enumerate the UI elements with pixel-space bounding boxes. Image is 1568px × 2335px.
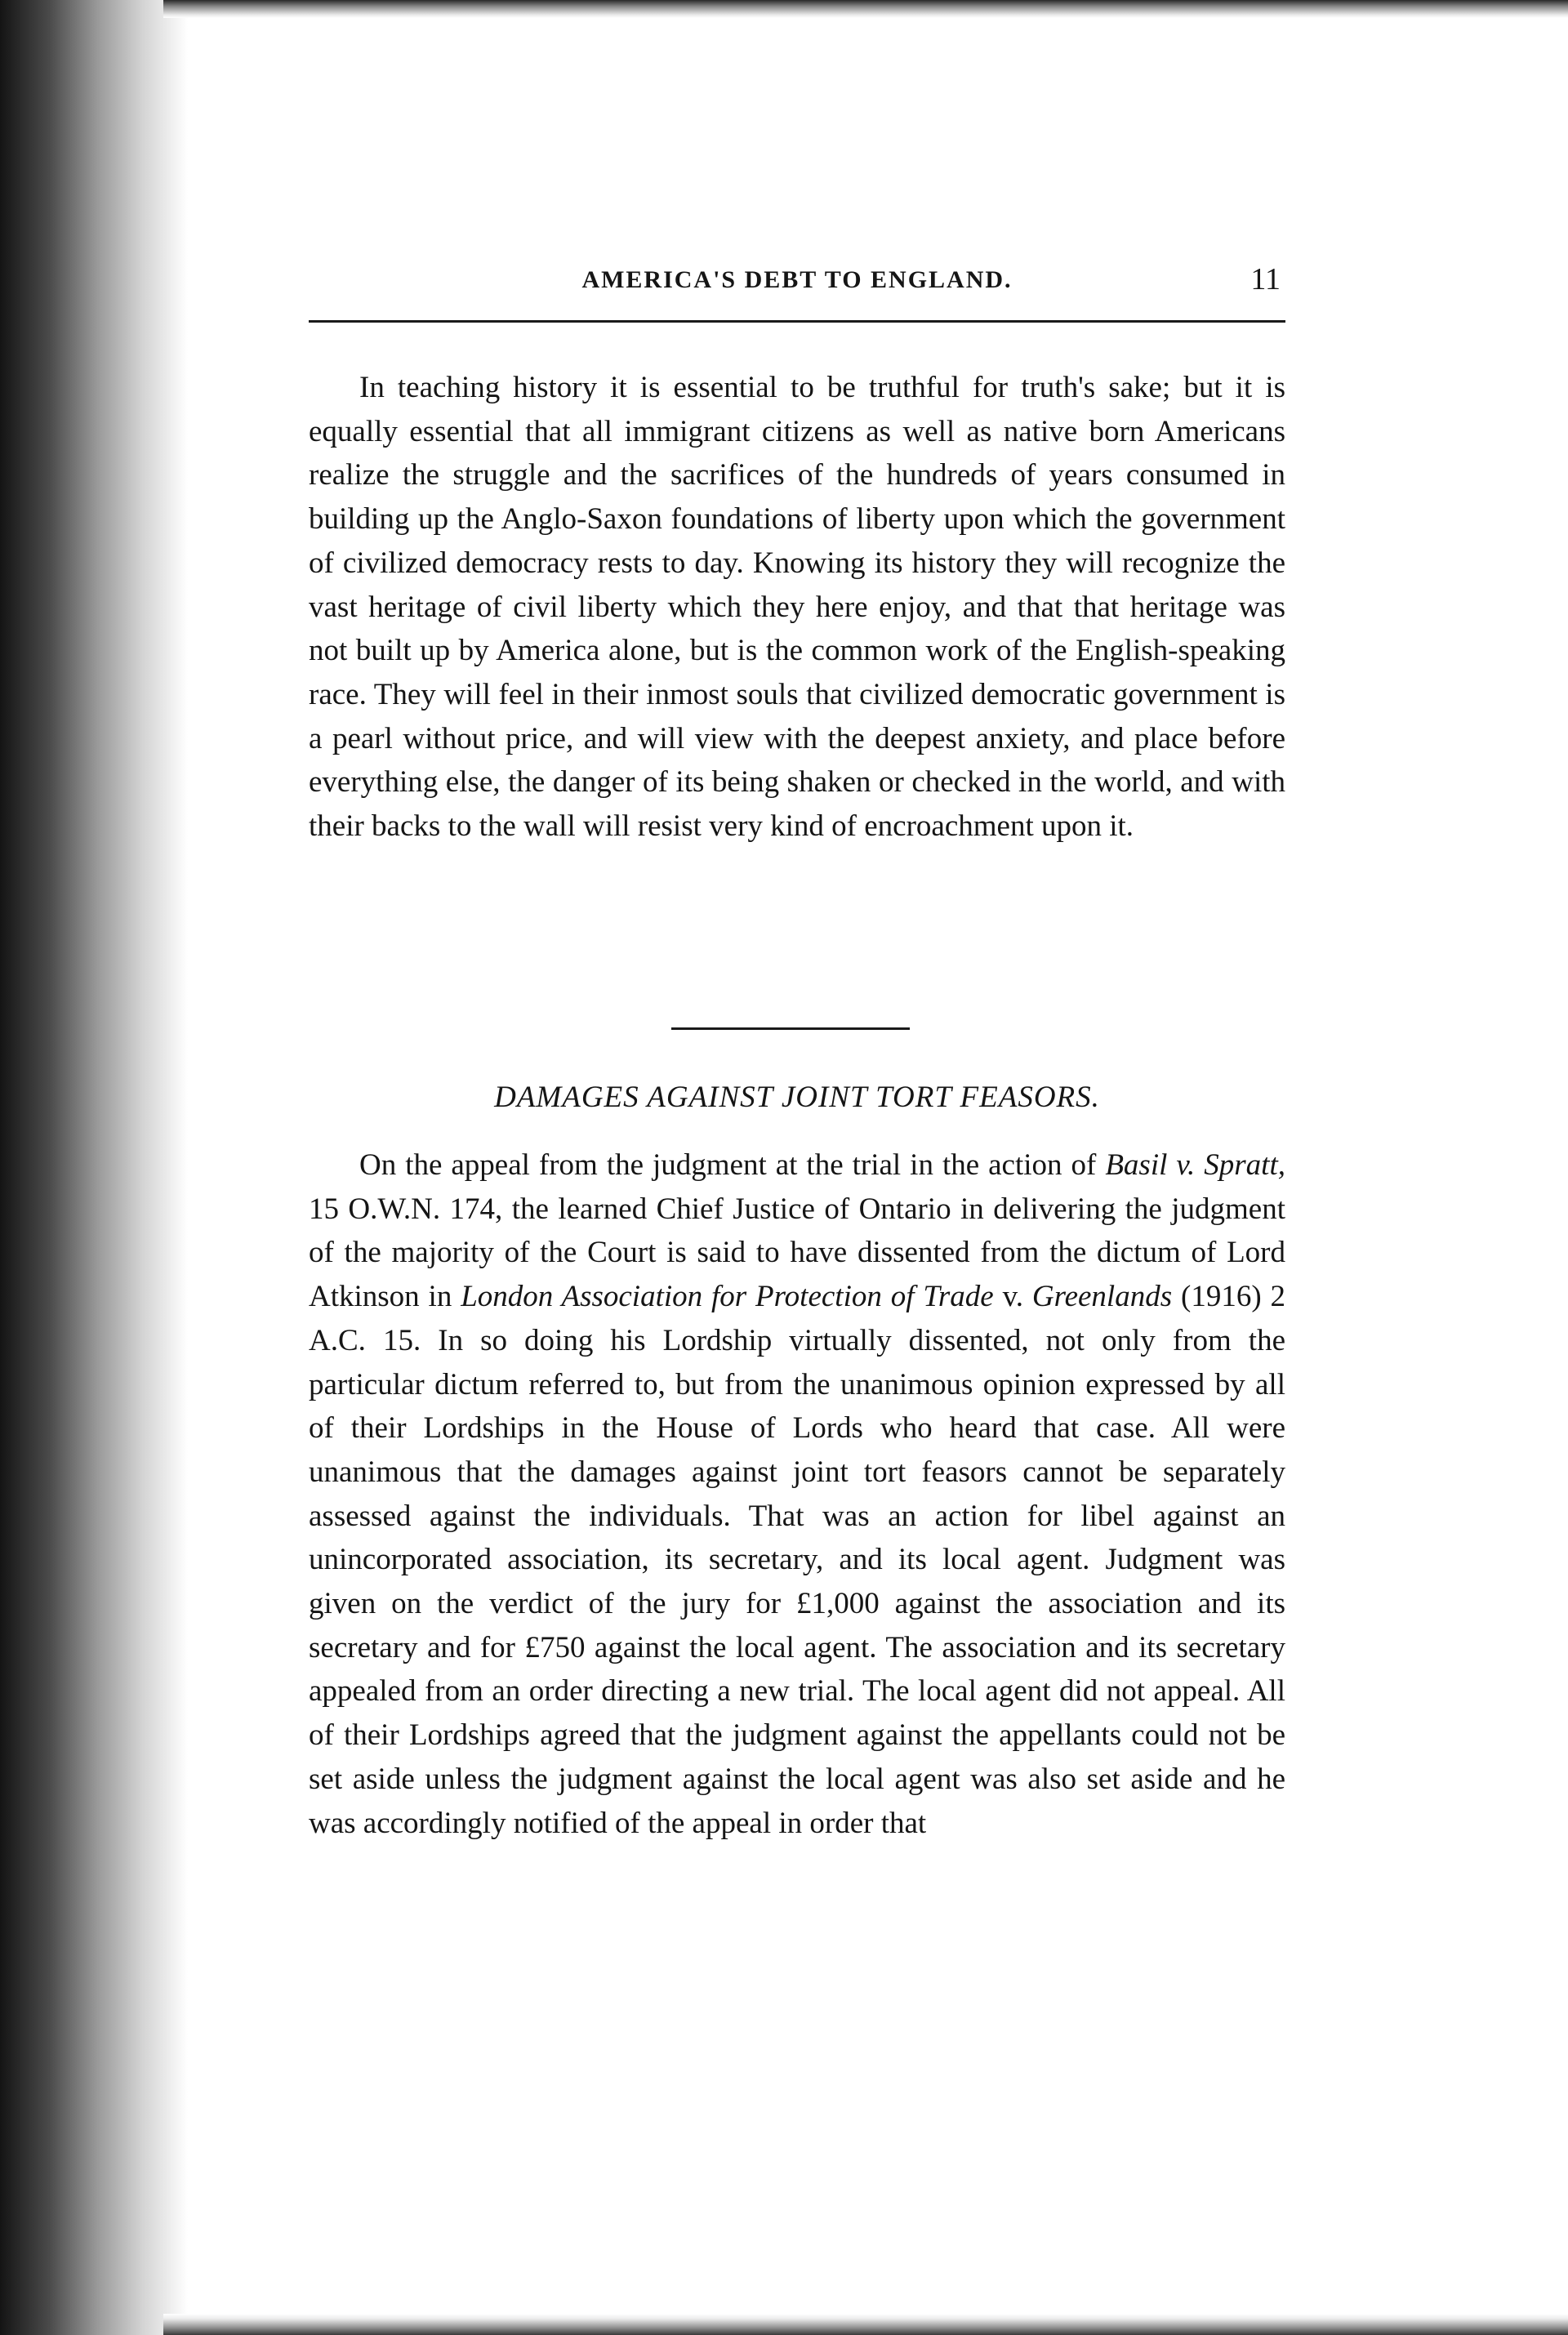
case-citation-basil-spratt: Basil v. Spratt, <box>1105 1148 1285 1182</box>
header-rule <box>309 320 1285 323</box>
case-citation-london-association: London Association for Protection of Trade <box>461 1280 994 1314</box>
scan-bottom-edge <box>163 2314 1568 2335</box>
section-divider <box>671 1027 910 1030</box>
paragraph-teaching-history <box>309 366 1285 849</box>
running-title: AMERICA'S DEBT TO ENGLAND. <box>581 266 1013 293</box>
paragraph-text: In teaching history it is essential to be truthful for truth's sake; but it is equally essential that all immigrant citizens as well as native born Americans realize the struggle and the sacrifices of the hundreds of years consumed in building up the Anglo-Saxon foundations of liberty upon which the government of civilized democracy rests to day. Knowing its history they will recognize the vast heritage of civil liberty which they here enjoy, and that that heritage was not built up by America alone, but is the common work of the English-speaking race. They will feel in their inmost souls that civilized democratic government is a pearl without price, and will view with the deepest anxiety, and place before everything else, the danger of its being shaken or checked in the world, and with their backs to the wall will resist very kind of encroachment upon it. <box>309 371 1285 844</box>
paragraph-text-rest: (1916) 2 A.C. 15. In so doing his Lordship virtually dissented, not only from the particular dictum referred to, but from the unanimous opinion expressed by all of their Lordships in the House of Lords who heard that case. All were unanimous that the damages against joint tort feasors cannot be separately assessed against the individuals. That was an action for libel against an unincorporated association, its secretary, and its local agent. Judgment was given on the verdict of the jury for £1,000 against the association and its secretary and for £750 against the local agent. The association and its secretary appealed from an order directing a new trial. The local agent did not appeal. All of their Lordships agreed that the judgment against the appellants could not be set aside unless the judgment against the local agent was also set aside and he was accordingly notified of the appeal in order that <box>309 1280 1286 1840</box>
page-number: 11 <box>1250 262 1281 296</box>
paragraph-text-start: On the appeal from the judgment at the trial in the action of <box>359 1148 1097 1182</box>
case-citation-greenlands: Greenlands <box>1031 1280 1173 1314</box>
section-heading: DAMAGES AGAINST JOINT TORT FEASORS. <box>494 1081 1100 1114</box>
paragraph-text-mid: 15 O.W.N. 174, the learned Chief Justice of Ontario in delivering the judgment of the majority of the Court is said to have dissented from the dictum of Lord Atkinson in <box>309 1192 1285 1314</box>
paragraph-joint-tort-feasors <box>309 1143 1285 1845</box>
book-binding-edge <box>0 0 188 2335</box>
running-head <box>309 261 1285 307</box>
case-versus: v. <box>1002 1280 1023 1314</box>
scan-top-edge <box>163 0 1568 18</box>
